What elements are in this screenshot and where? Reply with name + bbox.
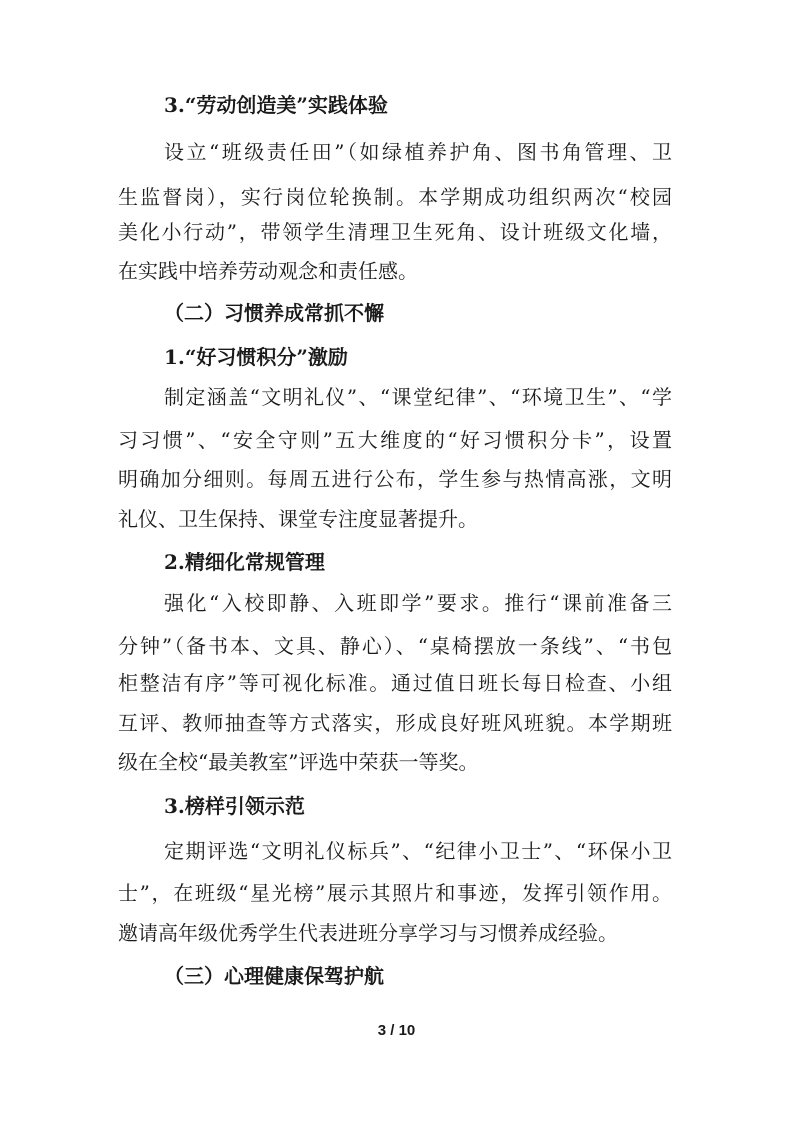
subheading-role-models: 3.榜样引领示范 <box>164 794 305 818</box>
paragraph-line: 美化小行动”，带领学生清理卫生死角、设计班级文化墙， <box>118 220 672 244</box>
page-number: 3 / 10 <box>377 1022 416 1039</box>
paragraph-line: 柜整洁有序”等可视化标准。通过值日班长每日检查、小组 <box>118 671 672 695</box>
paragraph-line: 明确加分细则。每周五进行公布，学生参与热情高涨，文明 <box>118 467 672 491</box>
paragraph-line: 互评、教师抽查等方式落实，形成良好班风班貌。本学期班 <box>118 711 672 735</box>
section-heading-habits: （二）习惯养成常抓不懈 <box>164 301 384 325</box>
paragraph-line: 习习惯”、“安全守则”五大维度的“好习惯积分卡”，设置 <box>118 428 672 452</box>
paragraph-line: 分钟”（备书本、文具、静心）、“桌椅摆放一条线”、“书包 <box>118 634 672 658</box>
paragraph-line: 制定涵盖“文明礼仪”、“课堂纪律”、“环境卫生”、“学 <box>164 385 672 409</box>
paragraph-line: 生监督岗），实行岗位轮换制。本学期成功组织两次“校园 <box>118 185 672 209</box>
paragraph-line: 定期评选“文明礼仪标兵”、“纪律小卫士”、“环保小卫 <box>164 839 672 863</box>
paragraph-line: 士”，在班级“星光榜”展示其照片和事迹，发挥引领作用。 <box>118 881 672 905</box>
paragraph-line: 强化“入校即静、入班即学”要求。推行“课前准备三 <box>164 591 672 615</box>
paragraph-line: 礼仪、卫生保持、课堂专注度显著提升。 <box>118 507 478 531</box>
paragraph-line: 设立“班级责任田”（如绿植养护角、图书角管理、卫 <box>164 140 672 164</box>
paragraph-line: 邀请高年级优秀学生代表进班分享学习与习惯养成经验。 <box>118 921 618 945</box>
paragraph-line: 在实践中培养劳动观念和责任感。 <box>118 259 418 283</box>
paragraph-line: 级在全校“最美教室”评选中荣获一等奖。 <box>118 750 479 774</box>
section-heading-mental-health: （三）心理健康保驾护航 <box>164 964 384 988</box>
subheading-routine: 2.精细化常规管理 <box>164 550 325 574</box>
section-heading-labor: 3.“劳动创造美”实践体验 <box>164 93 388 117</box>
subheading-points: 1.“好习惯积分”激励 <box>164 345 348 369</box>
